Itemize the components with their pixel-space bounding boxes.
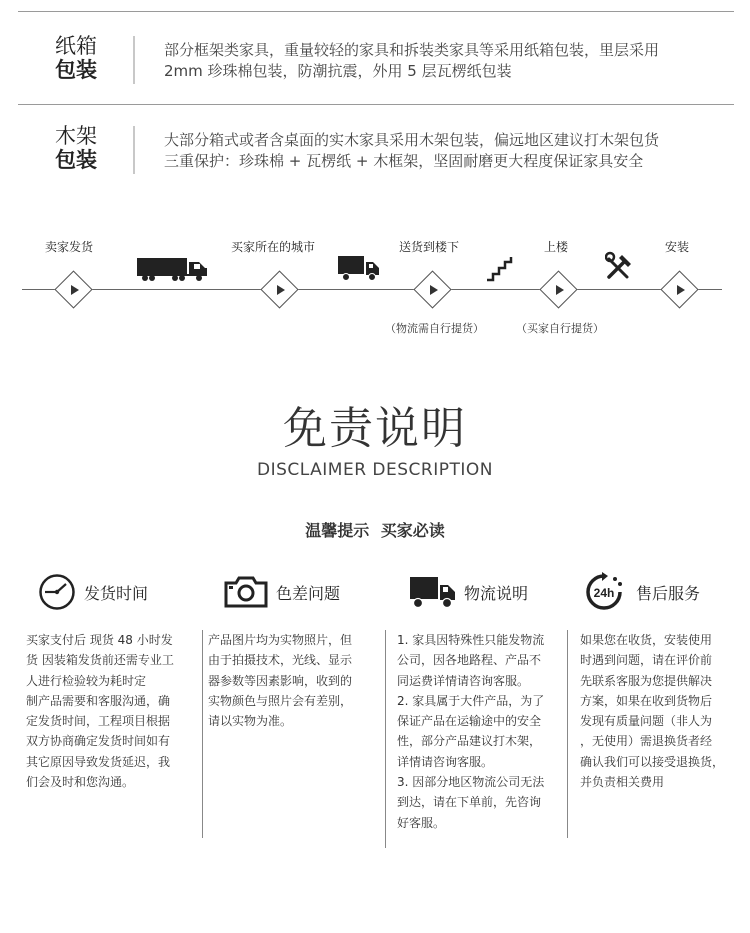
title-line: 包装 [55,58,97,82]
flow-step-label: 卖家发货 [45,240,94,254]
carton-packaging-description [164,40,659,82]
color-difference-header [224,572,340,612]
column-divider [202,630,203,838]
text-line: 实物颜色与照片会有差别， [208,693,353,708]
text-line: 制产品需要和客服沟通，确 [26,693,171,708]
tools-icon [605,251,635,281]
clock-icon [38,573,76,611]
play-arrow-icon [71,285,79,295]
disclaimer-subtitle: DISCLAIMER DESCRIPTION [257,460,493,480]
flow-note: （物流需自行提货） [385,322,484,335]
text-line: 买家支付后 现货 48 小时发 [26,633,173,647]
text-line: 3. 因部分地区物流公司无法 [397,775,545,790]
divider [18,11,734,12]
play-arrow-icon [677,285,685,295]
divider [18,104,734,105]
text-line: 确认我们可以接受退换货， [580,754,725,769]
text-line: 到达，请在下单前，先咨询 [397,795,542,810]
column-divider [385,630,386,848]
after-sales-text [580,630,724,792]
flow-step-label: 安装 [665,240,690,254]
text-line: 产品图片均为实物照片，但 [208,633,353,647]
text-line: 2. 家具属于大件产品，为了 [397,693,545,708]
text-line: 发现有质量问题（非人为 [580,714,713,729]
truck-icon [410,575,456,609]
text-line: 时遇到问题，请在评价前 [580,653,713,668]
text-line: 好客服。 [397,815,446,830]
wooden-frame-packaging-description [164,130,659,172]
column-heading: 售后服务 [636,583,701,603]
shipping-time-text [26,630,174,792]
text-line: 保证产品在运输途中的安全 [397,714,542,729]
color-difference-text [208,630,352,731]
desc-line: 2mm 珍珠棉包装，防潮抗震，外用 5 层瓦楞纸包装 [164,62,512,80]
24h-service-icon [584,572,628,612]
text-line: 们会及时和您沟通。 [26,775,135,790]
flow-step-label: 上楼 [544,240,569,254]
text-line: 1. 家具因特殊性只能发物流 [397,633,545,647]
carton-packaging-title [46,34,106,82]
shipping-time-header [38,572,148,612]
text-line: 器参数等因素影响，收到的 [208,673,353,688]
desc-line: 部分框架类家具，重量较轻的家具和拆装类家具等采用纸箱包装，里层采用 [164,41,660,59]
text-line: 同运费详情请咨询客服。 [397,673,530,688]
text-line: 定发货时间，工程项目根据 [26,714,171,729]
text-line: 方案，如果在收到货物后 [580,693,713,708]
flow-line [22,289,722,290]
after-sales-header [584,572,700,612]
column-divider [567,630,568,838]
camera-icon [224,576,268,608]
desc-line: 三重保护：珍珠棉 + 瓦楞纸 + 木框架，坚固耐磨更大程度保证家具安全 [164,152,644,170]
column-heading: 物流说明 [464,583,529,603]
title-line: 纸箱 [55,34,97,58]
flow-step-label: 送货到楼下 [399,240,460,254]
text-line: 公司，因各地路程、产品不 [397,653,542,668]
24h-text: 24h [593,586,615,600]
text-line: 由于拍摄技术，光线、显示 [208,653,353,668]
text-line: 货 因装箱发货前还需专业工 [26,653,174,668]
text-line: 性，部分产品建议打木架， [397,734,542,749]
desc-line: 大部分箱式或者含桌面的实木家具采用木架包装，偏远地区建议打木架包货 [164,131,660,149]
logistics-header [410,572,528,612]
long-truck-icon [137,256,209,282]
text-line: 如果您在收货，安装使用 [580,633,713,647]
text-line: 请以实物为准。 [208,714,293,729]
flow-step-label: 买家所在的城市 [231,240,316,254]
text-line: 其它原因导致发货延迟，我 [26,754,171,769]
play-arrow-icon [556,285,564,295]
vertical-bar [133,126,135,174]
play-arrow-icon [277,285,285,295]
play-arrow-icon [430,285,438,295]
wooden-frame-packaging-title [46,124,106,172]
flow-note: （买家自行提货） [516,322,604,335]
column-heading: 色差问题 [276,583,341,603]
disclaimer-title: 免责说明 [283,403,467,454]
text-line: 并负责相关费用 [580,775,665,790]
text-line: 人进行检验较为耗时定 [26,673,147,688]
text-line: 先联系客服为您提供解决 [580,673,713,688]
column-heading: 发货时间 [84,583,149,603]
text-line: ，无使用）需退换货者经 [580,734,713,749]
vertical-bar [133,36,135,84]
title-line: 包装 [55,148,97,172]
title-line: 木架 [55,124,97,148]
text-line: 详情请咨询客服。 [397,754,494,769]
truck-icon [338,254,380,282]
reminder-heading: 温馨提示 买家必读 [305,521,445,540]
text-line: 双方协商确定发货时间如有 [26,734,171,749]
stairs-icon [486,256,516,282]
logistics-text [397,630,544,833]
